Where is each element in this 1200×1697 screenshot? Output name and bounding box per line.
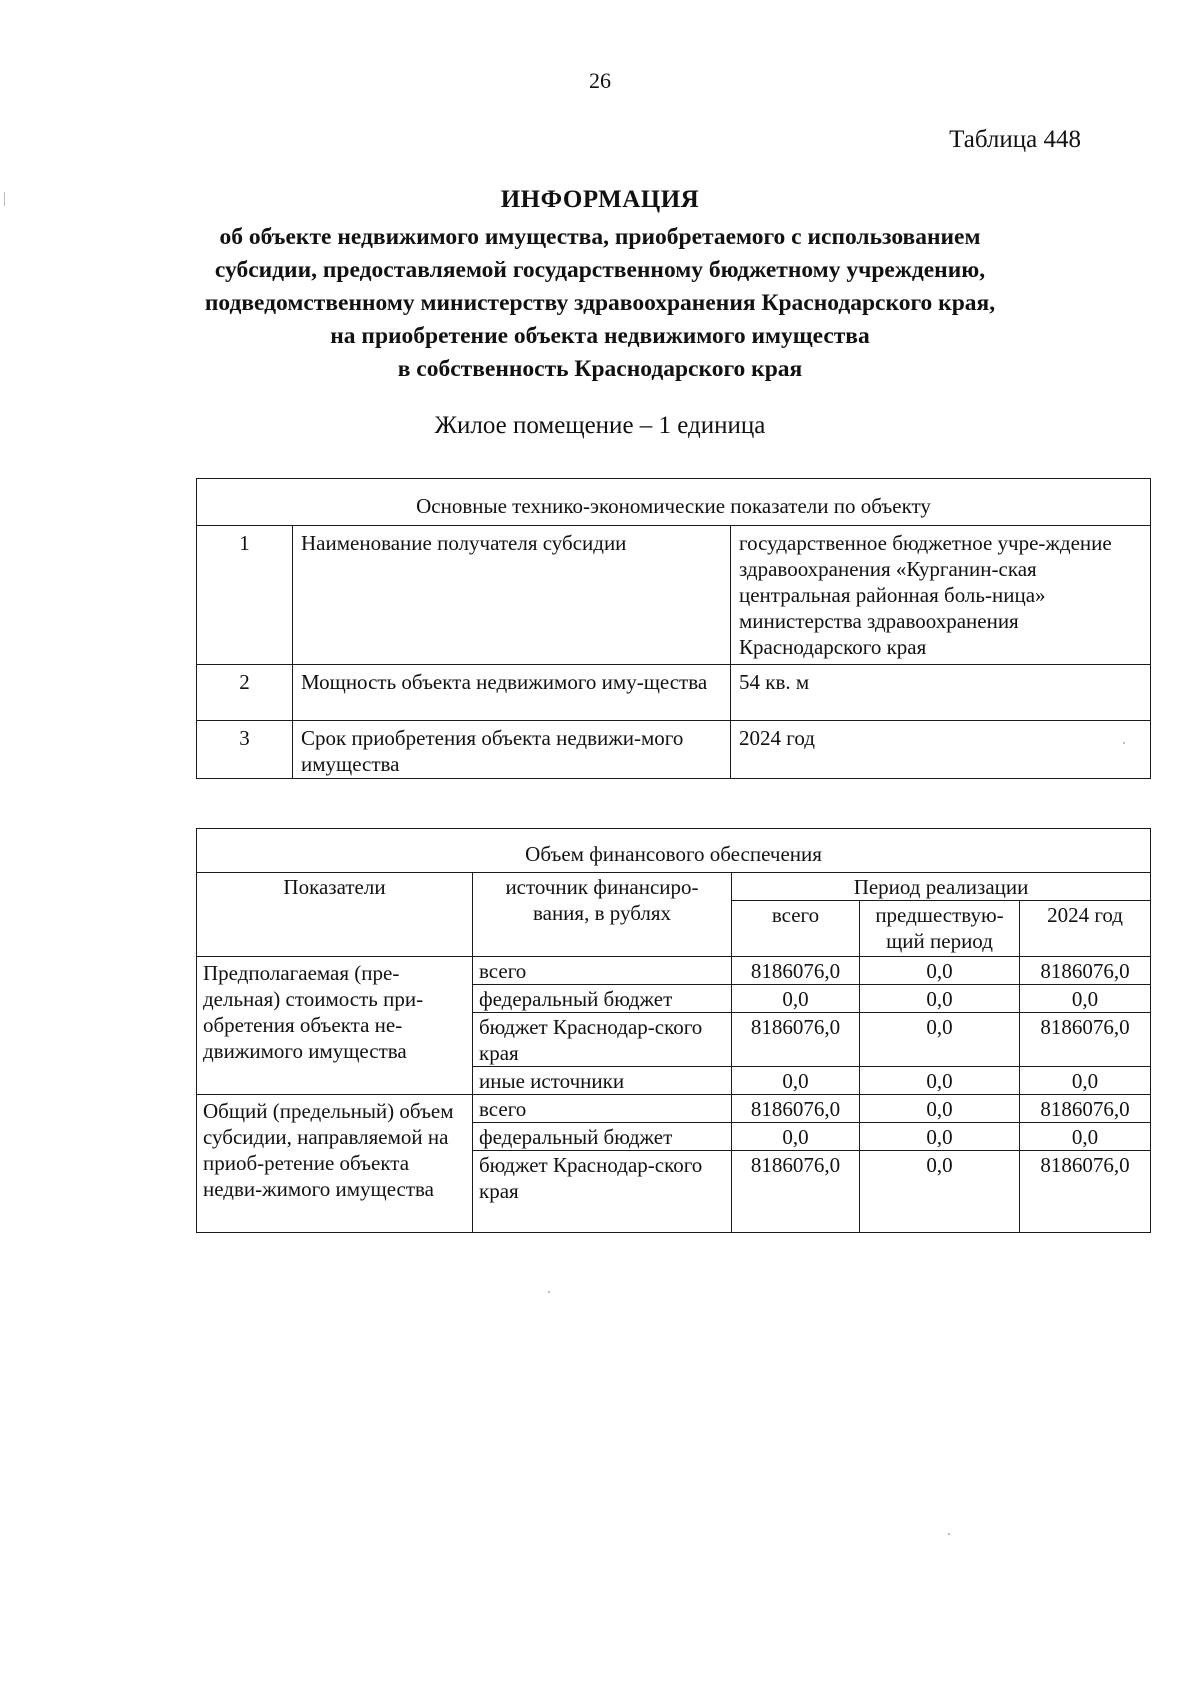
indicators-header: Основные технико-экономические показатели по объекту (197, 479, 1151, 526)
financing-header: Объем финансового обеспечения (197, 829, 1151, 873)
table-label: Таблица 448 (949, 126, 1081, 153)
total-cell: 0,0 (732, 985, 860, 1013)
source-cell: всего (473, 957, 732, 985)
row-label: Срок приобретения объекта недвижи-мого имущества (293, 721, 731, 779)
col-indicators: Показатели (197, 873, 473, 957)
group-label: Предполагаемая (пре-дельная) стоимость при-обретения объекта не-движимого имущества (197, 957, 473, 1095)
subtitle-line-1: об объекте недвижимого имущества, приобретаемого с использованием (219, 224, 981, 250)
year-cell: 0,0 (1020, 1067, 1151, 1095)
subtitle-line-2: субсидии, предоставляемой государственному бюджетному учреждению, (214, 257, 986, 283)
previous-cell: 0,0 (860, 1095, 1020, 1123)
table-row (197, 721, 1151, 779)
scan-mark (4, 192, 5, 206)
row-label: Мощность объекта недвижимого иму-щества (293, 665, 731, 721)
source-cell: федеральный бюджет (473, 1123, 732, 1151)
total-cell: 0,0 (732, 1123, 860, 1151)
year-cell: 0,0 (1020, 985, 1151, 1013)
row-number: 1 (197, 526, 293, 665)
previous-cell: 0,0 (860, 985, 1020, 1013)
scan-mark (948, 1533, 950, 1535)
col-source: источник финансиро-вания, в рублях (473, 873, 732, 957)
object-description: Жилое помещение – 1 единица (434, 412, 766, 439)
table-row (197, 1095, 1151, 1123)
previous-cell: 0,0 (860, 1151, 1020, 1233)
previous-cell: 0,0 (860, 1123, 1020, 1151)
previous-cell: 0,0 (860, 1067, 1020, 1095)
col-previous: предшествую-щий период (860, 901, 1020, 957)
year-cell: 8186076,0 (1020, 957, 1151, 985)
year-cell: 8186076,0 (1020, 1151, 1151, 1233)
subtitle-line-5: в собственность Краснодарского края (397, 356, 803, 382)
total-cell: 8186076,0 (732, 1013, 860, 1067)
year-cell: 0,0 (1020, 1123, 1151, 1151)
source-cell: иные источники (473, 1067, 732, 1095)
page-number: 26 (589, 68, 611, 93)
financing-header-row (197, 829, 1151, 873)
row-value: государственное бюджетное учре-ждение здравоохранения «Курганин-ская центральная районная боль-ница» министерства здравоохранения Краснодарского края (731, 526, 1151, 665)
financing-table (196, 828, 1151, 1233)
table-row (197, 526, 1151, 665)
source-cell: всего (473, 1095, 732, 1123)
scan-mark (548, 1291, 550, 1293)
total-cell: 8186076,0 (732, 1095, 860, 1123)
table-row (197, 665, 1151, 721)
source-cell: федеральный бюджет (473, 985, 732, 1013)
total-cell: 8186076,0 (732, 1151, 860, 1233)
col-year: 2024 год (1020, 901, 1151, 957)
row-value: 54 кв. м (731, 665, 1151, 721)
row-number: 2 (197, 665, 293, 721)
scan-mark (1123, 742, 1125, 744)
source-cell: бюджет Краснодар-ского края (473, 1151, 732, 1233)
group-label: Общий (предельный) объем субсидии, направляемой на приоб-ретение объекта недви-жимого имущества (197, 1095, 473, 1233)
indicators-header-row (197, 479, 1151, 526)
total-cell: 8186076,0 (732, 957, 860, 985)
previous-cell: 0,0 (860, 957, 1020, 985)
column-header-row (197, 873, 1151, 901)
col-total: всего (732, 901, 860, 957)
row-number: 3 (197, 721, 293, 779)
year-cell: 8186076,0 (1020, 1095, 1151, 1123)
document-title: ИНФОРМАЦИЯ (500, 186, 700, 213)
col-period: Период реализации (732, 873, 1151, 901)
row-label: Наименование получателя субсидии (293, 526, 731, 665)
subtitle-line-4: на приобретение объекта недвижимого имущества (330, 323, 870, 349)
row-value: 2024 год (731, 721, 1151, 779)
table-row (197, 957, 1151, 985)
previous-cell: 0,0 (860, 1013, 1020, 1067)
source-cell: бюджет Краснодар-ского края (473, 1013, 732, 1067)
subtitle-line-3: подведомственному министерству здравоохранения Краснодарского края, (204, 290, 996, 316)
total-cell: 0,0 (732, 1067, 860, 1095)
year-cell: 8186076,0 (1020, 1013, 1151, 1067)
indicators-table (196, 478, 1151, 779)
